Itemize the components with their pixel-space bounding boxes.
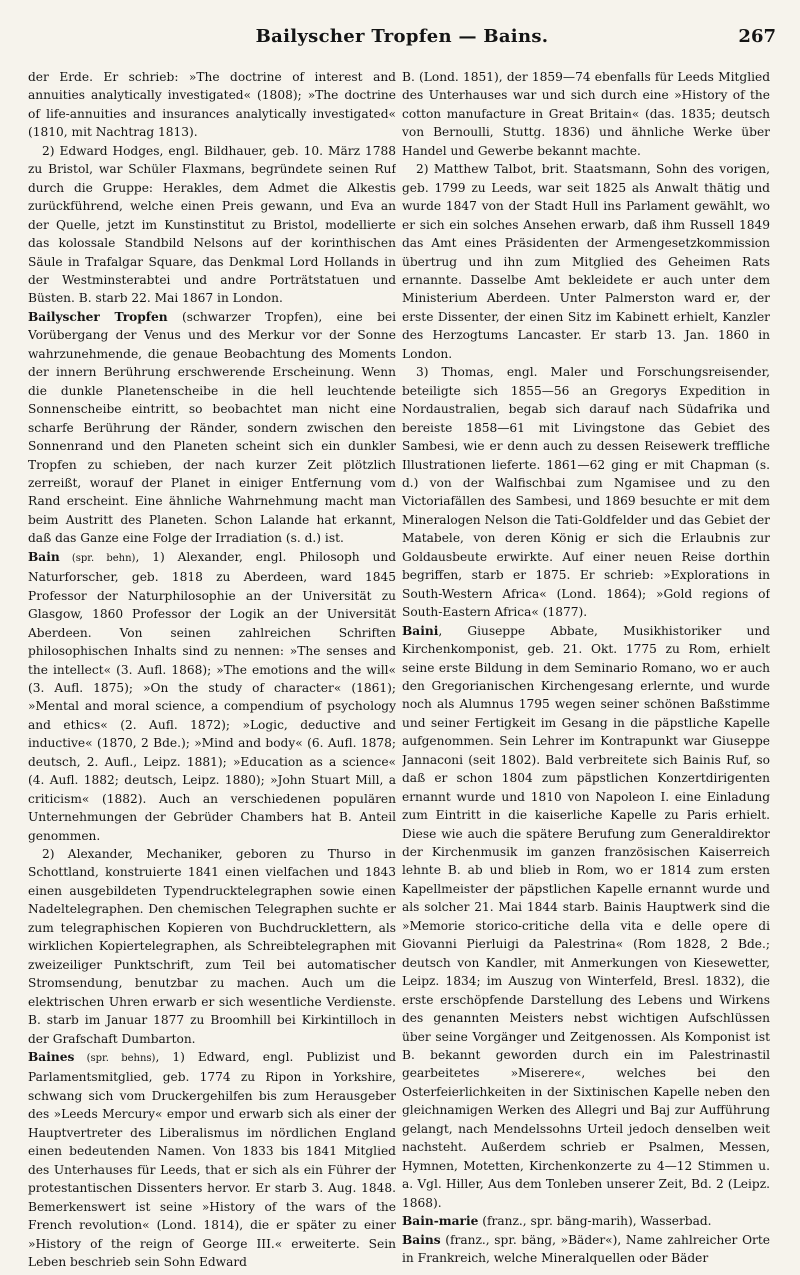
entry-text: , Giuseppe Abbate, Musikhistoriker und Kirchenkomponist, geb. 21. Okt. 1775 zu Rom, erhielt seine erste Bildung in dem Seminario Romano, wo er auch den Gregorianischen Kirchengesang erlernte, und wurde noch als Alumnus 1795 wegen seiner schönen Baßstimme und seiner Fertigkeit im Gesang in die päpstliche Kapelle aufgenommen. Sein Lehrer im Kontrapunkt war Giuseppe Jannaconi (seit 1802). Bald verbreitete sich Bainis Ruf, so daß er schon 1804 zum päpstlichen Konzertdirigenten ernannt wurde und 1810 von Napoleon I. eine Einladung zum Eintritt in die kaiserliche Kapelle zu Paris erhielt. Diese wie auch die spätere Berufung zum Generaldirektor der Kirchenmusik im ganzen französischen Kaiserreich lehnte B. ab und blieb in Rom, wo er 1814 zum ersten Kapellmeister der päpstlichen Kapelle ernannt wurde und als solcher 21. Mai 1844 starb. Bainis Hauptwerk sind die »Memorie storico-critiche della vita e delle opere di Giovanni Pierluigi da Palestrina« (Rom 1828, 2 Bde.; deutsch von Kandler, mit Anmerkungen von Kiesewetter, Leipz. 1834; im Auszug von Winterfeld, Bresl. 1832), die erste erschöpfende Darstellung des Lebens und Wirkens des genannten Meisters nebst wichtigen Aufschlüssen über seine Vorgänger und Zeitgenossen. Als Komponist ist B. bekannt geworden durch ein im Palestrinastil gearbeitetes »Miserere«, welches bei den Osterfeierlichkeiten in der Sixtinischen Kapelle neben den gleichnamigen Werken des Allegri und Baj zur Aufführung gelangt, nach Mendelssohns Urteil jedoch denselben weit nachsteht. Außerdem schrieb er Psalmen, Messen, Hymnen, Motetten, Kirchenkonzerte zu 4—12 Stimmen u. a. Vgl. Hiller, Aus dem Tonleben unserer Zeit, Bd. 2 (Leipz. 1868). [402,623,770,1210]
page-header [28,22,776,52]
entry-headword: Bain [28,549,60,564]
entry-headword: Baini [402,623,439,638]
paragraph: 3) Thomas, engl. Maler und Forschungsreisender, beteiligte sich 1855—56 an Gregorys Expedition in Nordaustralien, begab sich darauf nach Südafrika und bereiste 1858—61 mit Livingstone das Gebiet des Sambesi, wie er denn auch zu dessen Reisewerk treffliche Illustrationen lieferte. 1861—62 ging er mit Chapman (s. d.) von der Walfischbai zum Ngamisee und zu den Victoriafällen des Sambesi, und 1869 besuchte er mit dem Mineralogen Nelson die Tati-Goldfelder und das Gebiet der Matabele, von deren König er sich die Erlaubnis zur Goldausbeute erwirkte. Auf einer neuen Reise dorthin begriffen, starb er 1875. Er schrieb: »Explorations in South-Western Africa« (Lond. 1864); »Gold regions of South-Eastern Africa« (1877). [402,365,770,620]
paragraph: 2) Matthew Talbot, brit. Staatsmann, Sohn des vorigen, geb. 1799 zu Leeds, war seit 1825 als Anwalt thätig und wurde 1847 von der Stadt Hull ins Parlament gewählt, wo er sich ein solches Ansehen erwarb, daß ihm Russell 1849 das Amt eines Präsidenten der Armengesetzkommission übertrug und ihn zum Mitglied des Geheimen Rats ernannte. Dasselbe Amt bekleidete er auch unter dem Ministerium Aberdeen. Unter Palmerston ward er, der erste Dissenter, der einen Sitz im Kabinett erhielt, Kanzler des Herzogtums Lancaster. Er starb 13. Jan. 1860 in London. [402,162,770,361]
dictionary-entry [28,1048,396,1268]
entry-headword: Baines [28,1050,75,1065]
paragraph: B. (Lond. 1851), der 1859—74 ebenfalls für Leeds Mitglied des Unterhauses war und sich durch eine »History of the cotton manufacture in Great Britain« (das. 1835; deutsch von Bernoulli, Stuttg. 1836) und ähnliche Werke über Handel und Gewerbe bekannt machte. [402,70,770,158]
dictionary-entry [402,622,770,1213]
paragraph: 2) Edward Hodges, engl. Bildhauer, geb. 10. März 1788 zu Bristol, war Schüler Flaxmans, begründete seinen Ruf durch die Gruppe: Herakles, dem Admet die Alkestis zurückführend, welche einen Preis gewann, und Eva an der Quelle, jetzt im Kunstinstitut zu Bristol, modellierte das kolossale Standbild Nelsons auf der korinthischen Säule in Trafalgar Square, das Denkmal Lord Hollands in der Westminsterabtei und andre Porträtstatuen und Büsten. B. starb 22. Mai 1867 in London. [28,143,396,306]
entry-text: (schwarzer Tropfen), eine bei Vorübergang der Venus und des Merkur vor der Sonne wahrzunehmende, die genaue Beobachtung des Moments der innern Berührung erschwerende Erscheinung. Wenn die dunkle Planetenscheibe in die hell leuchtende Sonnenscheibe eintritt, so beobachtet man nicht eine scharfe Berührung der Ränder, sondern zwischen den Sonnenrand und den Planeten scheint sich ein dunkler Tropfen zu schieben, der nach kurzer Zeit plötzlich zerreißt, worauf der Planet in einiger Entfernung vom Rand erscheint. Eine ähnliche Wahrnehmung macht man beim Austritt des Planeten. Schon Lalande hat erkannt, daß das Ganze eine Folge der Irradiation (s. d.) ist. [28,309,396,546]
paragraph: der Erde. Er schrieb: »The doctrine of interest and annuities analytically investigated« (1808); »The doctrine of life-annuities and insurances analytically investigated« (1810, mit Nachtrag 1813). [28,70,396,140]
entry-text: , 1) Alexander, engl. Philosoph und Naturforscher, geb. 1818 zu Aberdeen, ward 1845 Professor der Naturphilosophie an der Universität zu Glasgow, 1860 Professor der Logik an der Universität Aberdeen. Von seinen zahlreichen Schriften philosophischen Inhalts sind zu nennen: »The senses and the intellect« (3. Aufl. 1868); »The emotions and the will« (3. Aufl. 1875); »On the study of character« (1861); »Mental and moral science, a compendium of psychology and ethics« (2. Aufl. 1872); »Logic, deductive and inductive« (1870, 2 Bde.); »Mind and body« (6. Aufl. 1878; deutsch, 2. Aufl., Leipz. 1881); »Education as a science« (4. Aufl. 1882; deutsch, Leipz. 1880); »John Stuart Mill, a criticism« (1882). Auch an verschiedenen populären Unternehmungen der Gebrüder Chambers hat B. Anteil genommen. [28,549,396,843]
entry-text: (franz., spr. bäng-marih), Wasserbad. [478,1214,712,1229]
paragraph: 2) Alexander, Mechaniker, geboren zu Thurso in Schottland, konstruierte 1841 einen vielfachen und 1843 einen ausgebildeten Typendrucktelegraphen sowie einen Nadeltelegraphen. Den chemischen Telegraphen suchte er zum telegraphischen Kopieren von Buchdrucklettern, als wirklichen Kopiertelegraphen, als Schreibtelegraphen mit zweizeiliger Punktschrift, zum Teil bei automatischer Stromsendung, benutzbar zu machen. Auch um die elektrischen Uhren erwarb er sich wesentliche Verdienste. B. starb im Januar 1877 zu Broomhill bei Kirkintilloch in der Grafschaft Dumbarton. [28,847,396,1046]
entry-text: , 1) Edward, engl. Publizist und Parlamentsmitglied, geb. 1774 zu Ripon in Yorkshire, schwang sich vom Druckergehilfen bis zum Herausgeber des »Leeds Mercury« empor und erwarb sich als einer der Hauptvertreter des Liberalismus im nördlichen England einen bedeutenden Namen. Von 1833 bis 1841 Mitglied des Unterhauses für Leeds, that er sich als ein Führer der protestantischen Dissenters hervor. Er starb 3. Aug. 1848. Bemerkenswert ist seine »History of the wars of the French revolution« (Lond. 1814), die er später zu einer »History of the reign of George III.« erweiterte. Sein Leben beschrieb sein Sohn Edward [28,1050,396,1268]
entry-headword: Bain-marie [402,1214,479,1229]
page-number: 267 [738,26,776,47]
dictionary-entry [402,1231,770,1268]
dictionary-entry [402,1212,770,1230]
dictionary-entry [28,308,396,548]
pronunciation: (spr. behns) [74,1053,156,1065]
left-column [28,68,396,1268]
running-title: Bailyscher Tropfen — Bains. [255,26,549,47]
entry-headword: Bains [402,1232,441,1247]
right-column [402,68,770,1268]
entry-text: (franz., spr. bäng, »Bäder«), Name zahlreicher Orte in Frankreich, welche Mineralquellen oder Bäder [402,1232,770,1265]
pronunciation: (spr. behn) [59,552,136,564]
entry-headword: Bailyscher Tropfen [28,309,168,324]
dictionary-entry [28,548,396,845]
